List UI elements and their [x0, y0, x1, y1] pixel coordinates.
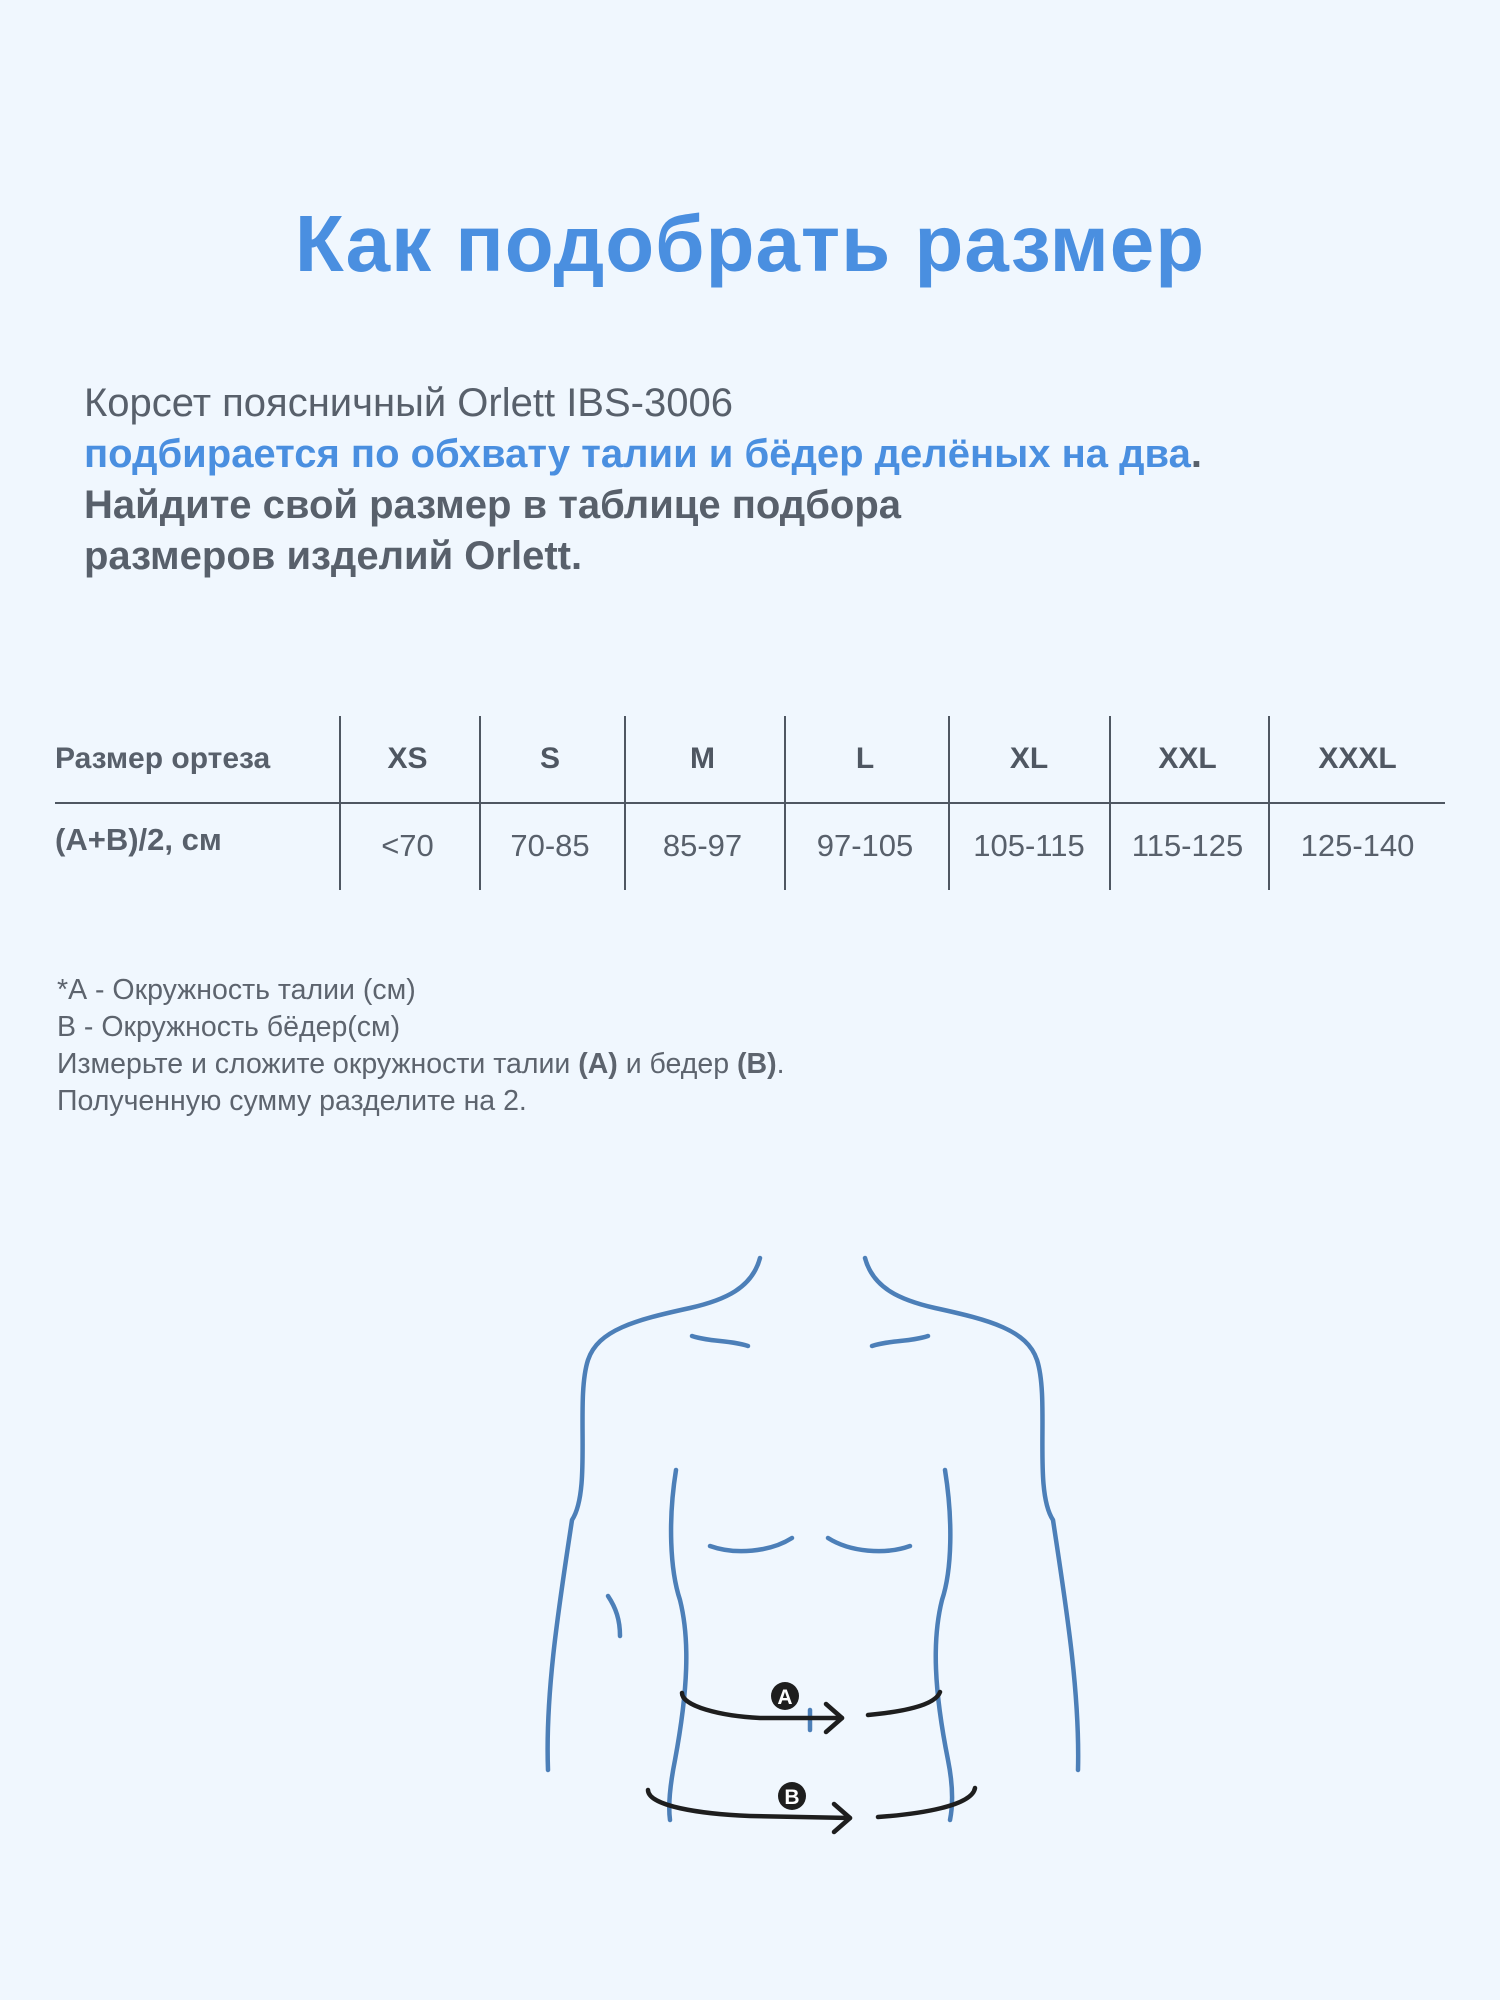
note-measure-text: Измерьте и сложите окружности талии	[57, 1048, 579, 1080]
size-header-xxl: XXL	[1158, 742, 1217, 775]
torso-outline	[548, 1258, 1079, 1820]
size-table-column-divider	[948, 716, 950, 890]
intro-product-line: Корсет поясничный Orlett IBS-3006	[84, 381, 733, 425]
note-measure-instruction	[57, 1046, 1057, 1083]
size-table-column-divider	[1109, 716, 1111, 890]
intro-highlight-text: подбирается по обхвату талии и бёдер делёных на два	[84, 432, 1191, 476]
size-table-column-divider	[784, 716, 786, 890]
marker-b-badge	[778, 1782, 806, 1810]
note-marker-b: (В)	[737, 1048, 777, 1080]
size-header-xs: XS	[387, 742, 428, 775]
marker-a-badge	[771, 1682, 799, 1710]
note-waist: *А - Окружность талии (см)	[57, 974, 416, 1006]
size-value-xxl: 115-125	[1131, 828, 1244, 863]
intro-table-line: размеров изделий Orlett.	[84, 534, 583, 578]
measurement-notes	[57, 972, 1057, 1120]
size-value-xxxl: 125-140	[1300, 828, 1415, 863]
size-header-s: S	[539, 742, 560, 775]
size-header-m: M	[690, 742, 715, 775]
size-table	[55, 716, 1445, 890]
marker-b-label: B	[784, 1786, 800, 1809]
torso-measurement-illustration	[520, 1240, 1100, 1860]
size-header-xxxl: XXXL	[1318, 742, 1397, 775]
page-title: Как подобрать размер	[294, 199, 1206, 288]
size-value-m: 85-97	[662, 828, 743, 863]
size-table-column-divider	[479, 716, 481, 890]
note-divide-instruction: Полученную сумму разделите на 2.	[57, 1085, 527, 1117]
size-table-header-label: Размер ортеза	[55, 742, 271, 775]
size-value-l: 97-105	[816, 828, 914, 863]
size-table-column-divider	[339, 716, 341, 890]
marker-a-label: A	[777, 1686, 793, 1709]
size-value-s: 70-85	[510, 828, 590, 863]
intro-text	[84, 378, 1464, 582]
size-table-column-divider	[624, 716, 626, 890]
note-period: .	[776, 1048, 785, 1080]
size-value-xs: <70	[381, 828, 434, 863]
intro-highlight-line	[84, 429, 1464, 480]
size-table-column-divider	[1268, 716, 1270, 890]
note-marker-a: (А)	[578, 1048, 618, 1080]
size-table-value-label: (A+B)/2, см	[55, 822, 222, 857]
intro-find-line: Найдите свой размер в таблице подбора	[84, 483, 902, 527]
size-value-xl: 105-115	[973, 828, 1085, 863]
size-header-l: L	[855, 742, 875, 775]
size-header-xl: XL	[1009, 742, 1049, 775]
note-hips: В - Окружность бёдер(см)	[57, 1011, 401, 1043]
note-measure-text-2: и бедер	[617, 1048, 738, 1080]
intro-highlight-period: .	[1190, 432, 1202, 476]
